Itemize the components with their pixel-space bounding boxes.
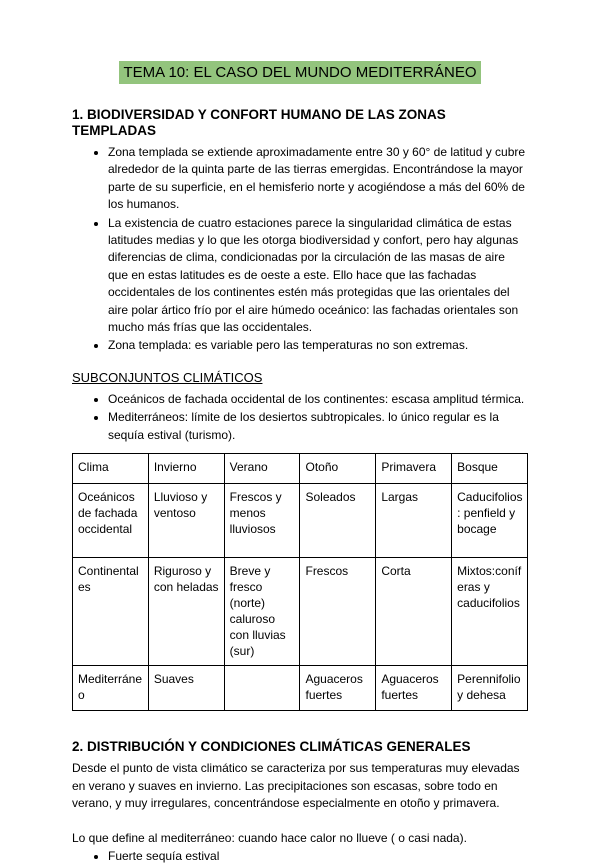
climate-table-cell: Mixtos:coníferas y caducifolios bbox=[452, 558, 528, 666]
climate-table-row-mediterraneo bbox=[73, 666, 528, 711]
climate-table bbox=[72, 453, 528, 711]
climate-table-cell: Frescos y menos lluviosos bbox=[224, 484, 300, 558]
climate-table-cell bbox=[224, 666, 300, 711]
document-title-highlight: TEMA 10: EL CASO DEL MUNDO MEDITERRÁNEO bbox=[119, 61, 480, 84]
climate-table-cell: Perennifolio y dehesa bbox=[452, 666, 528, 711]
climate-table-cell: Riguroso y con heladas bbox=[148, 558, 224, 666]
section-2-note: Lo que define al mediterráneo: cuando hace calor no llueve ( o casi nada). bbox=[72, 831, 467, 846]
climate-table-header-cell: Verano bbox=[224, 454, 300, 484]
climate-table-header-row bbox=[73, 454, 528, 484]
subconjuntos-bullet-list bbox=[72, 391, 528, 444]
climate-table-cell: Continentales bbox=[73, 558, 149, 666]
climate-table-cell: Aguaceros fuertes bbox=[300, 666, 376, 711]
section-1-heading: 1. BIODIVERSIDAD Y CONFORT HUMANO DE LAS ZONAS TEMPLADAS bbox=[72, 107, 446, 138]
climate-table-cell: Corta bbox=[376, 558, 452, 666]
climate-table-cell: Frescos bbox=[300, 558, 376, 666]
section-2-paragraph: Desde el punto de vista climático se caracteriza por sus temperaturas muy elevadas en verano y suaves en invierno. Las precipitaciones son escasas, sobre todo en verano, y muy irregulares, concentrándose especialmente en otoño y primavera. bbox=[72, 761, 520, 810]
climate-table-row-continentales bbox=[73, 558, 528, 666]
climate-table-header-cell: Otoño bbox=[300, 454, 376, 484]
subconjuntos-heading: SUBCONJUNTOS CLIMÁTICOS bbox=[72, 369, 263, 385]
section-1-bullet: • La existencia de cuatro estaciones parece la singularidad climática de estas latitudes medias y lo que les otorga biodiversidad y confort, pero hay algunas diferencias de clima, condicionadas por la circulación de las masas de aire que en estas latitudes es de oeste a este. Ello hace que las fachadas occidentales de los continentes estén más protegidas que las orientales del aire polar ártico frío por el aire húmedo oceánico: las fachadas orientales son mucho más frías que las occidentales. bbox=[108, 215, 528, 337]
section-2-bullet-list bbox=[72, 848, 528, 865]
climate-table-cell: Caducifolios: penfield y bocage bbox=[452, 484, 528, 558]
subconjuntos-bullet: • Oceánicos de fachada occidental de los continentes: escasa amplitud térmica. bbox=[108, 391, 528, 408]
climate-table-cell: Largas bbox=[376, 484, 452, 558]
climate-table-header-cell: Clima bbox=[73, 454, 149, 484]
climate-table-cell: Lluvioso y ventoso bbox=[148, 484, 224, 558]
section-1-bullet: • Zona templada se extiende aproximadamente entre 30 y 60° de latitud y cubre alrededor de la quinta parte de las tierras emergidas. Encontrándose la mayor parte de su superficie, en el hemisferio norte y acogiéndose a más del 60% de los humanos. bbox=[108, 144, 528, 214]
climate-table-row-oceanicos bbox=[73, 484, 528, 558]
climate-table-cell: Soleados bbox=[300, 484, 376, 558]
climate-table-header-cell: Bosque bbox=[452, 454, 528, 484]
climate-table-header-cell: Primavera bbox=[376, 454, 452, 484]
section-1-bullet: • Zona templada: es variable pero las temperaturas no son extremas. bbox=[108, 337, 528, 354]
climate-table-header-cell: Invierno bbox=[148, 454, 224, 484]
climate-table-cell: Breve y fresco (norte) caluroso con lluvias (sur) bbox=[224, 558, 300, 666]
section-1-bullet-list bbox=[72, 144, 528, 355]
climate-table-cell: Aguaceros fuertes bbox=[376, 666, 452, 711]
climate-table-cell: Mediterráneo bbox=[73, 666, 149, 711]
subconjuntos-bullet: • Mediterráneos: límite de los desiertos subtropicales. lo único regular es la sequía estival (turismo). bbox=[108, 409, 528, 444]
section-2-bullet: • Fuerte sequía estival bbox=[108, 848, 528, 865]
climate-table-cell: Suaves bbox=[148, 666, 224, 711]
section-2-heading: 2. DISTRIBUCIÓN Y CONDICIONES CLIMÁTICAS GENERALES bbox=[72, 739, 471, 755]
document-title bbox=[72, 64, 528, 82]
climate-table-cell: Oceánicos de fachada occidental bbox=[73, 484, 149, 558]
